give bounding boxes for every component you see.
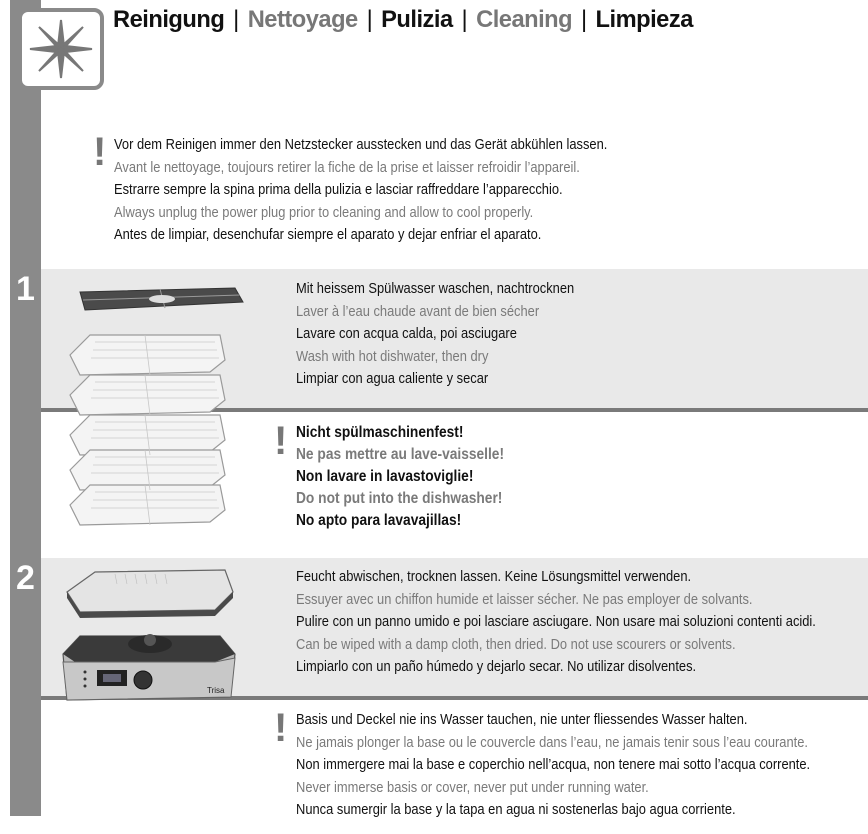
title-separator: | <box>366 6 373 33</box>
intro-warning-es: Antes de limpiar, desenchufar siempre el aparato y dejar enfriar el aparato. <box>114 226 542 243</box>
intro-warning-en: Always unplug the power plug prior to cleaning and allow to cool properly. <box>114 203 534 221</box>
intro-warning-it: Estrarre sempre la spina prima della pulizia e lasciar raffreddare l’apparecchio. <box>114 181 563 198</box>
step2-instruction-en: Can be wiped with a damp cloth, then dried. Do not use scourers or solvents. <box>296 635 736 653</box>
intro-warning-fr: Avant le nettoyage, toujours retirer la fiche de la prise et laisser refroidir l’appareil. <box>114 158 580 176</box>
title-separator: | <box>580 6 587 33</box>
step1-instruction-fr: Laver à l’eau chaude avant de bien sécher <box>296 302 540 320</box>
step1-number: 1 <box>16 270 35 308</box>
step1-warning-it: Non lavare in lavastoviglie! <box>296 468 474 485</box>
step2-warning-fr: Ne jamais plonger la base ou le couvercle dans l’eau, ne jamais tenir sous l’eau courante. <box>296 733 808 751</box>
step2-warning <box>296 709 868 822</box>
step2-warning-it: Non immergere mai la base e coperchio nell’acqua, non tenere mai sotto l’acqua corrente. <box>296 756 811 773</box>
drying-trays-illustration <box>55 280 255 530</box>
title-separator: | <box>233 6 239 33</box>
step2-instruction-it: Pulire con un panno umido e poi lasciare asciugare. Non usare mai soluzioni contenti acidi. <box>296 613 816 630</box>
step2-instruction-de: Feucht abwischen, trocknen lassen. Keine Lösungsmittel verwenden. <box>296 568 692 585</box>
title-fr: Nettoyage <box>247 6 358 33</box>
step2-instruction-fr: Essuyer avec un chiffon humide et laisser sécher. Ne pas employer de solvants. <box>296 590 753 608</box>
device-base-and-lid-illustration <box>55 562 255 712</box>
title-separator: | <box>461 6 468 33</box>
title-de: Reinigung <box>113 6 225 33</box>
page-title <box>113 6 693 34</box>
step1-warning-en: Do not put into the dishwasher! <box>296 490 503 507</box>
step2-number: 2 <box>16 559 35 597</box>
exclamation-icon: ! <box>274 706 288 750</box>
title-es: Limpieza <box>595 6 693 33</box>
step2-warning-es: Nunca sumergir la base y la tapa en agua ni sostenerlas bajo agua corriente. <box>296 801 736 818</box>
step1-instructions <box>296 278 619 391</box>
step1-instruction-en: Wash with hot dishwater, then dry <box>296 347 489 365</box>
step2-instructions <box>296 566 868 679</box>
step1-instruction-it: Lavare con acqua calda, poi asciugare <box>296 325 517 342</box>
intro-warning-de: Vor dem Reinigen immer den Netzstecker ausstecken und das Gerät abkühlen lassen. <box>114 136 608 153</box>
exclamation-icon: ! <box>274 419 288 463</box>
exclamation-icon: ! <box>93 130 107 174</box>
title-it: Pulizia <box>381 6 453 33</box>
step1-warning-es: No apto para lavavajillas! <box>296 512 462 529</box>
step2-warning-en: Never immerse basis or cover, never put under running water. <box>296 778 649 796</box>
cleaning-logo <box>18 8 104 90</box>
device-brand-label: Trisa <box>207 686 225 695</box>
step1-instruction-es: Limpiar con agua caliente y secar <box>296 370 489 387</box>
step1-warning-fr: Ne pas mettre au lave-vaisselle! <box>296 446 505 463</box>
step2-instruction-es: Limpiarlo con un paño húmedo y dejarlo secar. No utilizar disolventes. <box>296 658 697 675</box>
intro-warning-block <box>114 134 688 247</box>
step2-warning-de: Basis und Deckel nie ins Wasser tauchen, nie unter fliessendes Wasser halten. <box>296 711 748 728</box>
cleaning-sparkle-icon <box>22 12 100 86</box>
step1-warning-de: Nicht spülmaschinenfest! <box>296 424 464 441</box>
step1-warning <box>296 422 538 532</box>
title-en: Cleaning <box>476 6 573 33</box>
step1-instruction-de: Mit heissem Spülwasser waschen, nachtrocknen <box>296 280 575 297</box>
section-sidebar-bar <box>10 0 41 816</box>
